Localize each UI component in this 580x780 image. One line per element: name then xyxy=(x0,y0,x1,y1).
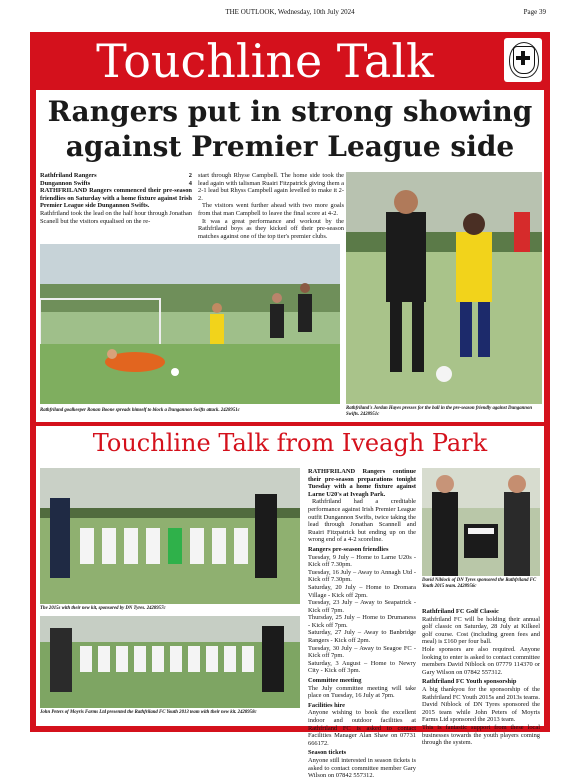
photo-2013-team xyxy=(40,616,300,708)
article-lead: RATHFRILAND Rangers continue their pre-season preparations tonight Tuesday with a home fixture against Larne U20's at Iveagh Park. xyxy=(308,468,416,498)
photo-goalkeeper-save xyxy=(40,244,340,404)
friendly-fixture: Tuesday, 23 July – Away to Seapatrick - Kick off 7pm. xyxy=(308,599,416,614)
friendly-fixture: Thursday, 25 July – Home to Drumaness - Kick off 7pm. xyxy=(308,614,416,629)
committee-text: The July committee meeting will take place on Tuesday, 16 July at 7pm. xyxy=(308,684,416,700)
photo-2015s-team xyxy=(40,468,300,604)
friendly-fixture: Saturday, 27 July – Away to Banbridge Rangers - Kick off 2pm. xyxy=(308,629,416,645)
photo-caption: David Niblock of DN Tyres sponsored the Rathfriland FC Youth 2015 team. 2428956c xyxy=(422,578,537,589)
committee-heading: Committee meeting xyxy=(308,677,362,685)
article-paragraph: The visitors went further ahead with two more goals from that man Campbell to leave the final score at 4-2. xyxy=(198,202,344,217)
youth-heading: Rathfriland FC Youth sponsorship xyxy=(422,678,517,686)
score-line-away: Dungannon Swifts 4 xyxy=(40,179,192,187)
article-rangers xyxy=(36,90,544,422)
golf-heading: Rathfriland FC Golf Classic xyxy=(422,608,499,615)
youth-text: A big thankyou for the sponsorship of the Rathfriland FC Youth 2015s and 2013s teams. David Niblock of DN Tyres sponsored the 2015 team while John Peters of Moyris Farms Ltd sponsored the 2013 team. xyxy=(422,685,540,724)
photo-caption: Rathfriland goalkeeper Ronan Boone spreads himself to block a Dungannon Swifts attack. 2428951c xyxy=(40,408,240,413)
article-lead: RATHFRILAND Rangers commenced their pre-season friendlies on Saturday with a home fixture against Irish Premier League side Dungannon Swifts. xyxy=(40,187,192,210)
golf-text: Rathfriland FC will be holding their annual golf classic on Saturday, 28 July at Kilkeel golf course. Cost (including green fees and meal) is £160 per four ball. xyxy=(422,615,540,646)
article-column-2 xyxy=(198,172,344,240)
friendly-fixture: Tuesday, 16 July – Away to Annagh Utd - Kick off 7.30pm. xyxy=(308,568,416,584)
facilities-heading: Facilities hire xyxy=(308,701,345,709)
article-title: Touchline Talk from Iveagh Park xyxy=(92,429,488,457)
page-header xyxy=(0,6,580,20)
season-heading: Season tickets xyxy=(308,749,347,757)
article-column-right xyxy=(422,606,540,747)
publication-line: THE OUTLOOK, Wednesday, 10th July 2024 xyxy=(225,8,355,16)
photo-sponsor-presentation xyxy=(422,468,540,576)
friendly-fixture: Tuesday, 30 July – Away to Seagoe FC - Kick off 7pm. xyxy=(308,644,416,660)
photo-caption: John Peters of Moyris Farms Ltd presented the Rathfriland FC Youth 2013 team with their new kit. 2428958c xyxy=(40,710,257,715)
article-column-main xyxy=(308,468,416,780)
friendly-fixture: Saturday, 20 July – Home to Dromara Village - Kick off 2pm. xyxy=(308,583,416,599)
score-line-home: Rathfriland Rangers 2 xyxy=(40,172,192,179)
photo-player-pressing xyxy=(346,172,542,404)
article-paragraph: Rathfriland had a creditable performance against Irish Premier League outfit Dungannon Swifts, twice taking the lead through Jonathan Scannell and Ruairi Fitzpatrick but ending up on the wrong end of a 4-2 scoreline. xyxy=(308,498,416,544)
friendlies-heading: Rangers pre-season friendlies xyxy=(308,545,389,553)
golf-text: Hole sponsors are also required. Anyone looking to enter is asked to contact committee members David Niblock on 07779 114370 or Gary Wilson on 07842 557312. xyxy=(422,645,540,676)
masthead-title: Touchline Talk xyxy=(96,34,434,88)
page-number: Page 39 xyxy=(523,8,546,16)
facilities-text: Anyone wishing to book the excellent indoor and outdoor facilities at Rathfriland FC is asked to contact Facilities Manager Alan Shaw on 07731 666172. xyxy=(308,709,416,747)
article-paragraph: Rathfriland took the lead on the half hour through Jonathan Scanell but the visitors equalised on the re- xyxy=(40,209,192,225)
page-frame xyxy=(30,32,550,780)
article-paragraph: It was a great performance and workout by the Rathfriland boys as they kicked off their pre-season matches against one of the top tier's premier clubs. xyxy=(198,217,344,240)
club-crest-icon xyxy=(504,38,542,82)
article-headline: Rangers put in strong showing against Premier League side xyxy=(47,95,533,163)
youth-text: This is fantastic support from these local businesses towards the youth players coming through the system. xyxy=(422,723,540,747)
article-column-1 xyxy=(40,172,192,225)
article-paragraph: start through Rhyse Campbell. The home side took the lead again with talisman Ruairi Fitzpatrick giving them a 2-1 lead but Rhyss Campbell again levelled to make it 2-2. xyxy=(198,172,344,202)
friendly-fixture: Tuesday, 9 July – Home to Larne U20s - Kick off 7.30pm. xyxy=(308,553,416,569)
friendly-fixture: Saturday, 3 August – Home to Newry City - Kick off 3pm. xyxy=(308,659,416,675)
photo-caption: The 2015s with their new kit, sponsored by DN Tyres. 2428957c xyxy=(40,606,166,611)
photo-caption: Rathfriland's Jordan Hayes presses for the ball in the pre-season friendly against Dungannon Swifts. 2428951c xyxy=(346,406,533,417)
season-text: Anyone still interested in season tickets is asked to contact committee member Gary Wilson on 07842 557312. xyxy=(308,756,416,780)
article-iveagh-park xyxy=(36,426,544,780)
masthead xyxy=(30,32,550,90)
